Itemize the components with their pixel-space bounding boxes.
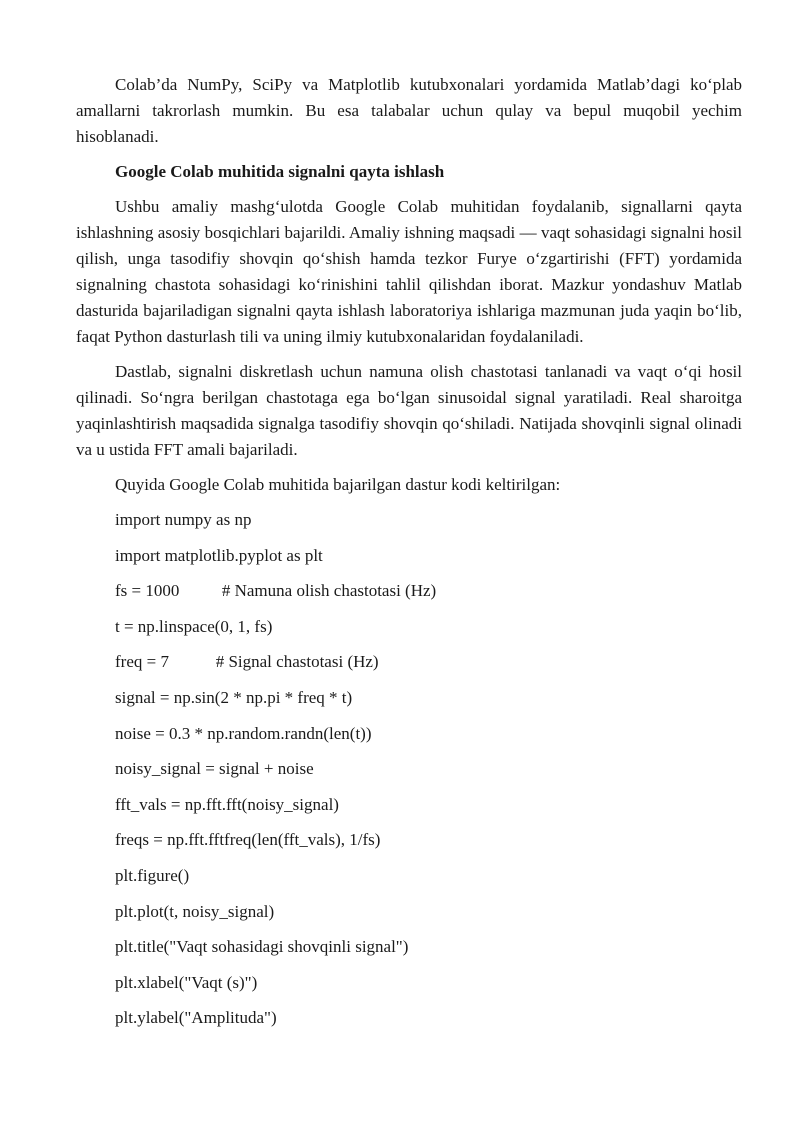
- body-paragraph-2: Dastlab, signalni diskretlash uchun namuna olish chastotasi tanlanadi va vaqt o‘qi hosil qilinadi. So‘ngra berilgan chastotaga ega bo‘lgan sinusoidal signal yaratiladi. Real sharoitga yaqinlashtirish maqsadida signalga tasodifiy shovqin qo‘shiladi. Natijada shovqinli signal olinadi va u ustida FFT amali bajariladi.: [76, 362, 742, 459]
- code-line: t = np.linspace(0, 1, fs): [115, 616, 273, 636]
- intro-paragraph: Colab’da NumPy, SciPy va Matplotlib kutubxonalari yordamida Matlab’dagi ko‘plab amallarni takrorlash mumkin. Bu esa talabalar uchun qulay va bepul muqobil yechim hisoblanadi.: [76, 75, 742, 146]
- body-paragraph-1: Ushbu amaliy mashg‘ulotda Google Colab muhitidan foydalanib, signallarni qayta ishlashning asosiy bosqichlari bajarildi. Amaliy ishning maqsadi — vaqt sohasidagi signalni hosil qilish, unga tasodifiy shovqin qo‘shish hamda tezkor Furye o‘zgartirishi (FFT) yordamida signalning chastota sohasidagi ko‘rinishini tahlil qilishdan iborat. Mazkur yondashuv Matlab dasturida bajariladigan signalni qayta ishlash laboratoriya ishlariga mazmunan juda yaqin bo‘lib, faqat Python dasturlash tili va uning ilmiy kutubxonalaridan foydalaniladi.: [76, 197, 742, 346]
- code-line: noisy_signal = signal + noise: [115, 759, 314, 779]
- code-line: freq = 7 # Signal chastotasi (Hz): [115, 652, 379, 672]
- code-line: import matplotlib.pyplot as plt: [115, 545, 323, 565]
- code-line: plt.figure(): [115, 865, 190, 885]
- code-line: import numpy as np: [115, 510, 252, 529]
- code-line: noise = 0.3 * np.random.randn(len(t)): [115, 723, 372, 743]
- code-line: plt.ylabel("Amplituda"): [115, 1008, 277, 1028]
- code-line: plt.xlabel("Vaqt (s)"): [115, 972, 258, 992]
- code-line: freqs = np.fft.fftfreq(len(fft_vals), 1/fs): [115, 830, 381, 850]
- code-line: plt.title("Vaqt sohasidagi shovqinli signal"): [115, 937, 409, 957]
- code-line: fs = 1000 # Namuna olish chastotasi (Hz): [115, 581, 437, 601]
- document-page: [76, 72, 742, 1041]
- code-line: plt.plot(t, noisy_signal): [115, 901, 275, 921]
- code-listing: [76, 507, 742, 1031]
- section-heading: Google Colab muhitida signalni qayta ishlash: [115, 162, 445, 181]
- code-line: fft_vals = np.fft.fft(noisy_signal): [115, 794, 339, 814]
- code-line: signal = np.sin(2 * np.pi * freq * t): [115, 687, 353, 707]
- body-paragraph-3: Quyida Google Colab muhitida bajarilgan dastur kodi keltirilgan:: [115, 475, 561, 494]
